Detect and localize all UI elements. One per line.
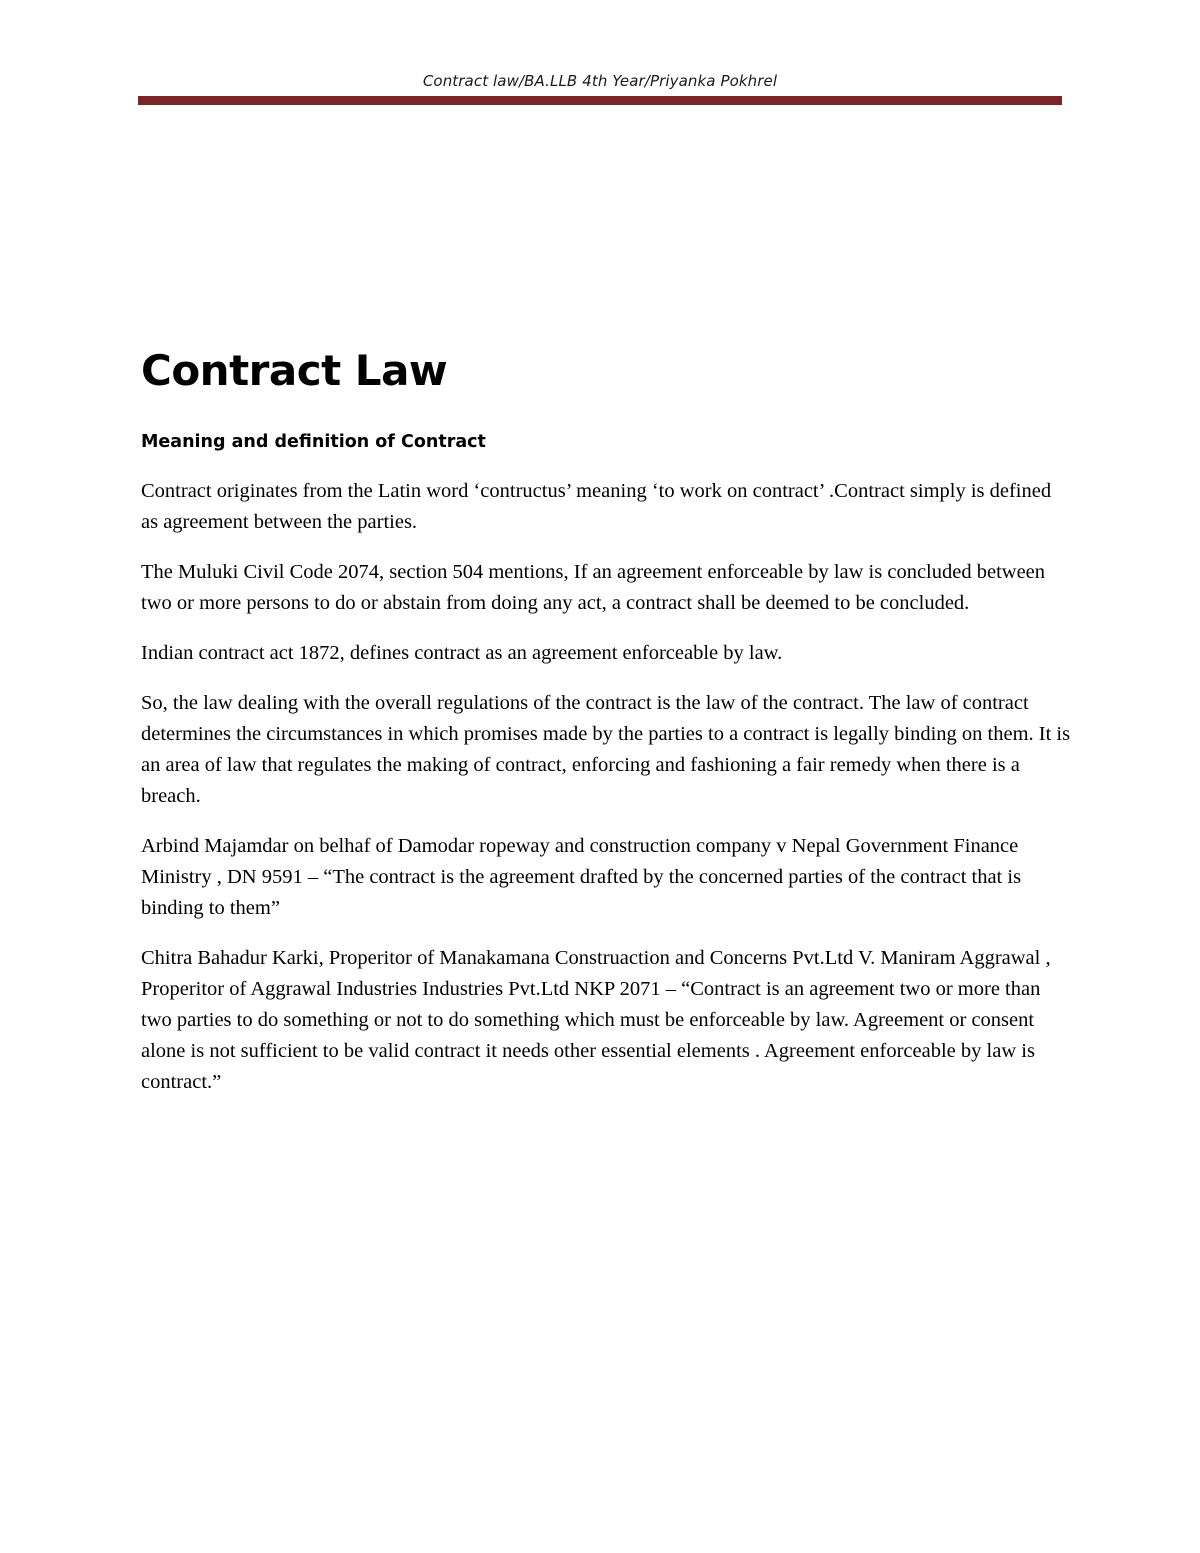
header-divider [138,96,1062,105]
paragraph-law-of-contract: So, the law dealing with the overall regulations of the contract is the law of the contract. The law of contract determines the circumstances in which promises made by the parties to a contract is legally binding on them. It is an area of law that regulates the making of contract, enforcing and fashioning a fair remedy when there is a breach. [141,692,1071,807]
section-heading: Meaning and definition of Contract [141,432,486,452]
page-body [141,340,1071,1117]
paragraph-muluki-civil-code: The Muluki Civil Code 2074, section 504 mentions, If an agreement enforceable by law is concluded between two or more persons to do or abstain from doing any act, a contract shall be deemed to be concluded. [141,561,1046,614]
paragraph-case-karki: Chitra Bahadur Karki, Properitor of Manakamana Construaction and Concerns Pvt.Ltd V. Maniram Aggrawal , Properitor of Aggrawal Industries Industries Pvt.Ltd NKP 2071 – “Contract is an agreement two or more than two parties to do something or not to do something which must be enforceable by law. Agreement or consent alone is not sufficient to be valid contract it needs other essential elements . Agreement enforceable by law is contract.” [141,947,1051,1093]
paragraph-latin-origin: Contract originates from the Latin word ‘contructus’ meaning ‘to work on contract’ .Contract simply is defined as agreement between the parties. [141,480,1052,533]
running-header: Contract law/BA.LLB 4th Year/Priyanka Pokhrel [422,72,778,90]
paragraph-case-majamdar: Arbind Majamdar on belhaf of Damodar ropeway and construction company v Nepal Government Finance Ministry , DN 9591 – “The contract is the agreement drafted by the concerned parties of the contract that is binding to them” [141,835,1022,919]
paragraph-indian-contract-act: Indian contract act 1872, defines contract as an agreement enforceable by law. [141,642,783,664]
document-title: Contract Law [141,346,448,395]
